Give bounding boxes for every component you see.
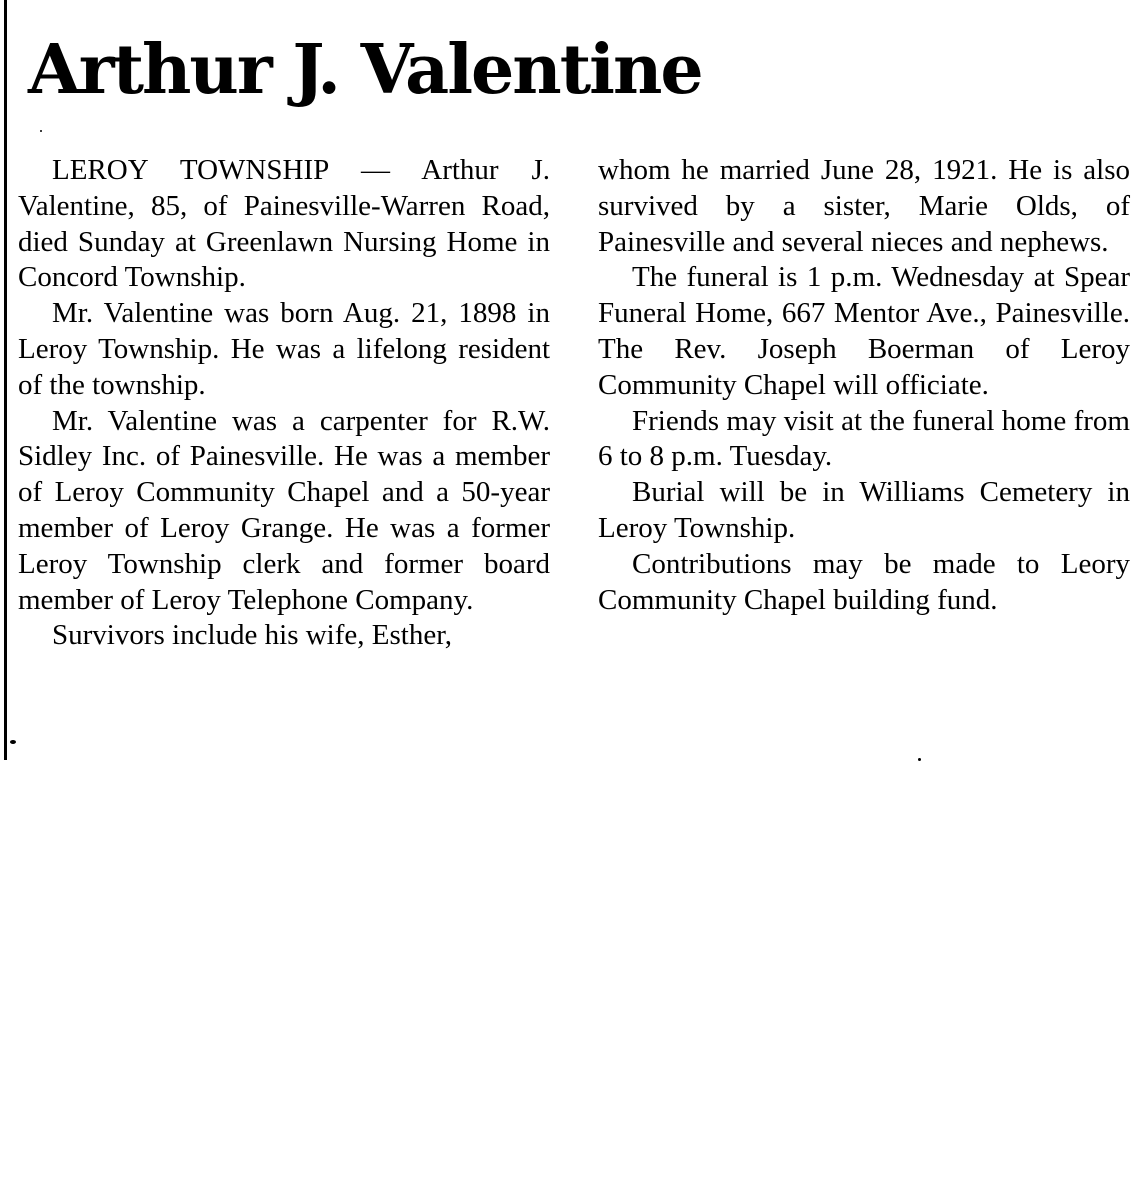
paragraph-birth: Mr. Valentine was born Aug. 21, 1898 in Leroy Township. He was a lifelong resident of the township. — [18, 297, 550, 401]
obituary-headline: Arthur J. Valentine — [28, 30, 702, 110]
paragraph-death-notice: LEROY TOWNSHIP — Arthur J. Valentine, 85, of Painesville-Warren Road, died Sunday at Greenlawn Nursing Home in Concord Township. — [18, 154, 550, 294]
paragraph-survivors-continued: whom he married June 28, 1921. He is also survived by a sister, Marie Olds, of Painesville and several nieces and nephews. — [598, 154, 1130, 258]
article-column-left — [18, 153, 550, 654]
article-column-right — [598, 153, 1130, 618]
paragraph-visitation: Friends may visit at the funeral home from 6 to 8 p.m. Tuesday. — [598, 404, 1130, 473]
paragraph-career: Mr. Valentine was a carpenter for R.W. Sidley Inc. of Painesville. He was a member of Leroy Community Chapel and a 50-year member of Leroy Grange. He was a former Leroy Township clerk and former board member of Leroy Telephone Company. — [18, 404, 550, 616]
print-speck — [918, 758, 921, 761]
paragraph-burial: Burial will be in Williams Cemetery in Leroy Township. — [598, 476, 1130, 544]
print-speck — [40, 130, 42, 132]
print-speck — [10, 740, 16, 744]
paragraph-funeral: The funeral is 1 p.m. Wednesday at Spear Funeral Home, 667 Mentor Ave., Painesville. The Rev. Joseph Boerman of Leroy Community Chapel will officiate. — [598, 261, 1130, 401]
paragraph-survivors: Survivors include his wife, Esther, — [52, 619, 452, 652]
paragraph-contributions: Contributions may be made to Leory Community Chapel building fund. — [598, 547, 1130, 616]
left-column-rule — [4, 0, 7, 760]
